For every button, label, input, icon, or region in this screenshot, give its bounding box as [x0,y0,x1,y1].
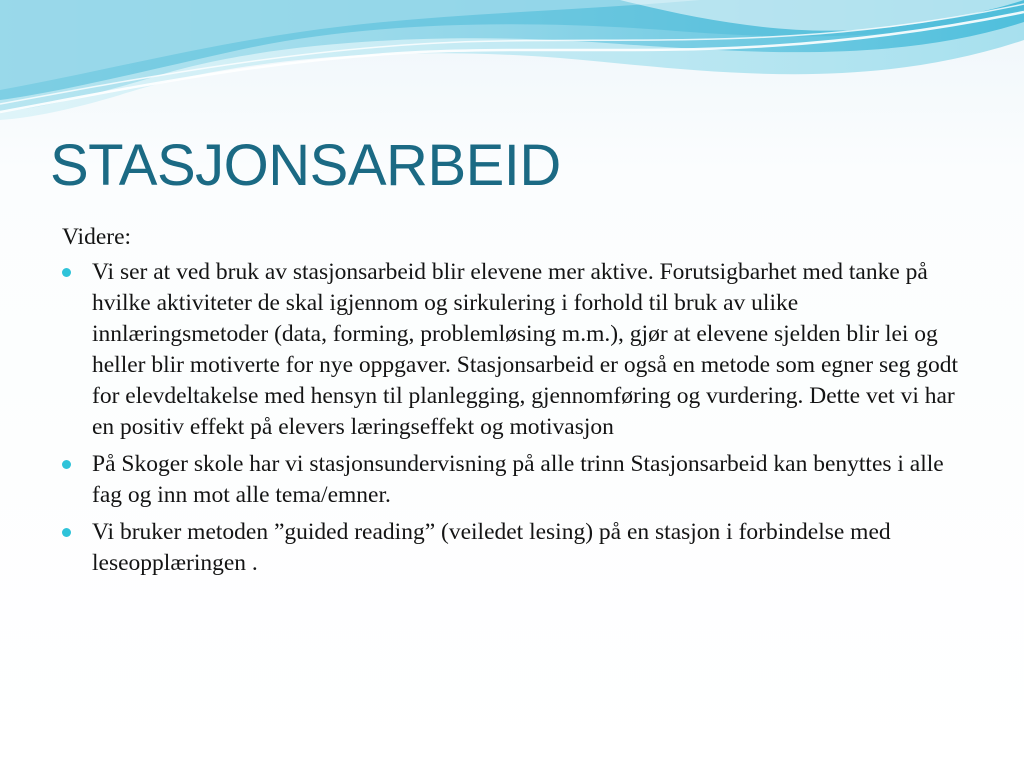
bullet-list [62,257,962,579]
bullet-text: Vi ser at ved bruk av stasjonsarbeid blir elevene mer aktive. Forutsigbarhet med tanke på hvilke aktiviteter de skal igjennom og sirkulering i forhold til bruk av ulike innlæringsmetoder (data, forming, problemløsing m.m.), gjør at elevene sjelden blir lei og heller blir motiverte for nye oppgaver. Stasjonsarbeid er også en metode som egner seg godt for elevdeltakelse med hensyn til planlegging, gjennomføring og vurdering. Dette vet vi har en positiv effekt på elevers læringseffekt og motivasjon [92,259,958,440]
bullet-dot-icon [62,460,71,469]
bullet-item [62,449,962,511]
slide-title: STASJONSARBEID [50,133,561,198]
bullet-item [62,517,962,579]
bullet-text: På Skoger skole har vi stasjonsundervisning på alle trinn Stasjonsarbeid kan benyttes i alle fag og inn mot alle tema/emner. [92,451,944,508]
bullet-text: Vi bruker metoden ”guided reading” (veiledet lesing) på en stasjon i forbindelse med leseopplæringen . [92,519,891,576]
bullet-dot-icon [62,268,71,277]
header-wave-decoration [0,0,1024,130]
slide-body [62,222,962,585]
bullet-dot-icon [62,528,71,537]
intro-text: Videre: [62,224,132,250]
bullet-item [62,257,962,443]
